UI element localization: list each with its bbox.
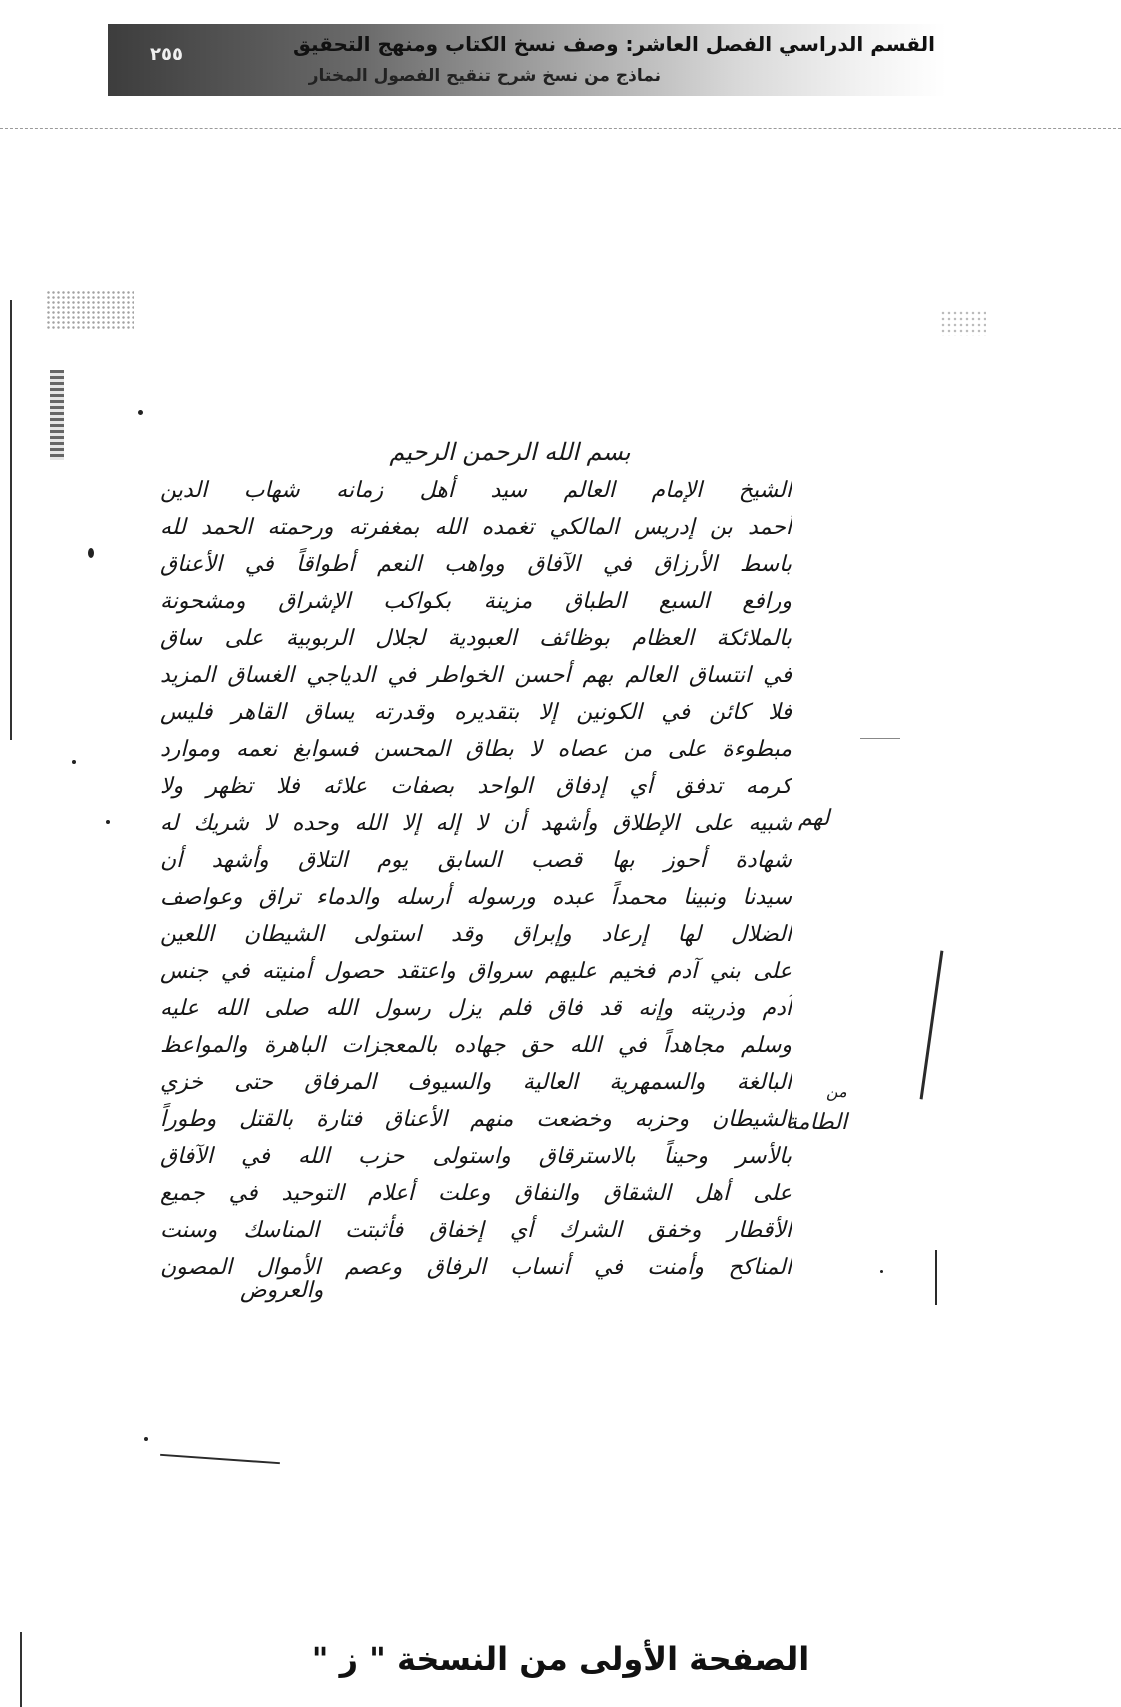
running-header-subtitle: نماذج من نسخ شرح تنقيح الفصول المختار xyxy=(308,66,661,86)
manuscript-line: باسط الأرزاق في الآفاق وواهب النعم أطواقاً في الأعناق xyxy=(160,552,792,577)
margin-stroke xyxy=(920,951,944,1100)
manuscript-line: فلا كائن في الكونين إلا بتقديره وقدرته يساق القاهر فليس xyxy=(160,700,792,725)
page-number: ٢٥٥ xyxy=(150,44,183,65)
ink-dot xyxy=(88,548,94,558)
margin-note-superscript: من xyxy=(826,1082,847,1101)
manuscript-line: البالغة والسمهرية العالية والسيوف المرفاق حتى خزي xyxy=(160,1070,792,1095)
manuscript-line: الأقطار وخفق الشرك أي إخفاق فأثبتت المناسك وسنت xyxy=(160,1218,792,1243)
corner-speckle xyxy=(46,290,134,330)
margin-note: الطامة xyxy=(786,1110,848,1135)
margin-stroke xyxy=(860,738,900,739)
manuscript-line: في انتساق العالم بهم أحسن الخواطر في الدياجي الغساق المزيد xyxy=(160,663,792,688)
manuscript-line: على أهل الشقاق والنفاق وعلت أعلام التوحيد في جميع xyxy=(160,1181,792,1206)
manuscript-line: الشيخ الإمام العالم سيد أهل زمانه شهاب الدين xyxy=(160,478,792,503)
figure-caption: الصفحة الأولى من النسخة " ز " xyxy=(311,1640,810,1678)
manuscript-page xyxy=(160,438,792,1338)
manuscript-line: وسلم مجاهداً في الله حق جهاده بالمعجزات الباهرة والمواعظ xyxy=(160,1033,792,1058)
margin-stroke xyxy=(935,1250,937,1305)
ink-dot xyxy=(138,410,143,415)
manuscript-line: بالملائكة العظام بوظائف العبودية لجلال الربوبية على ساق xyxy=(160,626,792,651)
manuscript-line: مبطوءة على من عصاه لا بطاق المحسن فسوابغ نعمه وموارد xyxy=(160,737,792,762)
manuscript-catchword: والعروض xyxy=(240,1278,324,1303)
corner-speckle-right xyxy=(940,310,986,336)
manuscript-line: سيدنا ونبينا محمداً عبده ورسوله أرسله والدماء تراق وعواصف xyxy=(160,885,792,910)
ink-dot xyxy=(106,820,110,824)
ink-dot xyxy=(72,760,76,764)
running-header-title: القسم الدراسي الفصل العاشر: وصف نسخ الكتاب ومنهج التحقيق xyxy=(292,32,935,56)
manuscript-line: شبيه على الإطلاق وأشهد أن لا إله إلا الله وحده لا شريك له xyxy=(160,811,792,836)
manuscript-line: الضلال لها إرعاد وإبراق وقد استولى الشيطان اللعين xyxy=(160,922,792,947)
scan-edge-line xyxy=(10,300,12,740)
margin-note: لهم xyxy=(798,806,830,831)
manuscript-line: المناكح وأمنت في أنساب الرفاق وعصم الأموال المصون xyxy=(160,1255,792,1280)
manuscript-basmala: بسم الله الرحمن الرحيم xyxy=(389,438,631,466)
manuscript-line: ورافع السبع الطباق مزينة بكواكب الإشراق ومشحونة xyxy=(160,589,792,614)
manuscript-line: على بني آدم فخيم عليهم سرواق واعتقد حصول أمنيته في جنس xyxy=(160,959,792,984)
binding-stain xyxy=(50,370,64,460)
manuscript-line: بالأسر وحيناً بالاسترقاق واستولى حزب الله في الآفاق xyxy=(160,1144,792,1169)
ink-dot xyxy=(144,1437,148,1441)
manuscript-line: أحمد بن إدريس المالكي تغمده الله بمغفرته ورحمته الحمد لله xyxy=(160,515,792,540)
manuscript-line: كرمه تدفق أي إدفاق الواحد بصفات علائه فلا تظهر ولا xyxy=(160,774,792,799)
margin-stroke xyxy=(160,1454,280,1464)
header-divider xyxy=(0,128,1121,129)
manuscript-line: آدم وذريته وإنه قد فاق فلم يزل رسول الله صلى الله عليه xyxy=(160,996,792,1021)
ink-dot xyxy=(880,1270,883,1273)
manuscript-text-block xyxy=(160,472,792,1286)
manuscript-line: الشيطان وحزبه وخضعت منهم الأعناق فتارة بالقتل وطوراً xyxy=(160,1107,792,1132)
manuscript-line: شهادة أحوز بها قصب السابق يوم التلاق وأشهد أن xyxy=(160,848,792,873)
